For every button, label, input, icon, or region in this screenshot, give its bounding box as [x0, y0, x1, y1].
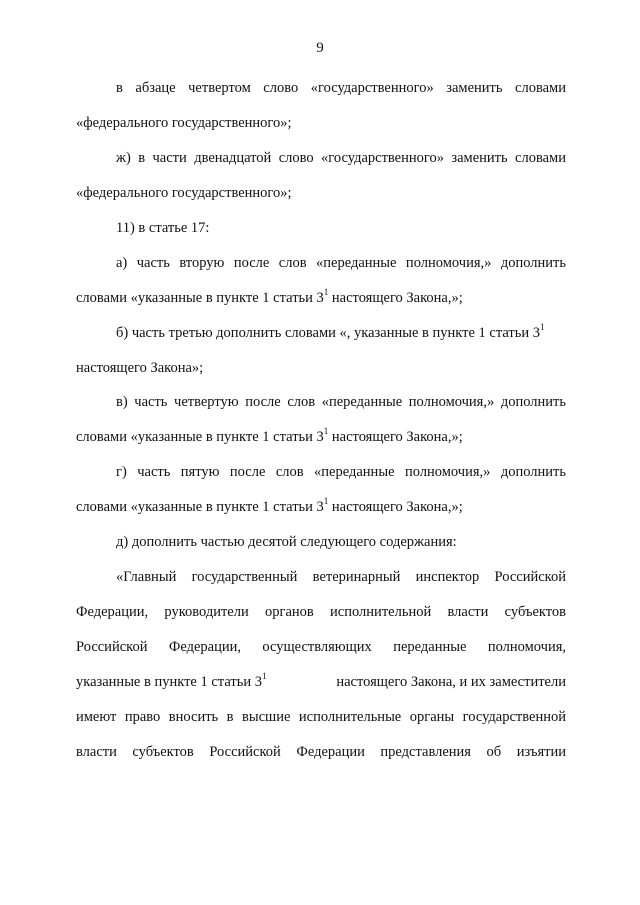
paragraph-line: словами «указанные в пункте 1 статьи $3^1$ настоящего Закона,»; — [76, 287, 463, 306]
paragraph-line: «федерального государственного»; — [76, 115, 292, 131]
paragraph-line: в) часть четвертую после слов «переданные полномочия,» дополнить — [116, 394, 566, 410]
paragraph-line: «Главный государственный ветеринарный инспектор Российской — [116, 569, 566, 585]
superscript: 1 — [261, 671, 267, 682]
paragraph-line: настоящего Закона»; — [76, 360, 204, 376]
paragraph-line: указанные в пункте 1 статьи $3^1$ настоящего Закона, и их заместители — [76, 671, 566, 690]
paragraph-line: словами «указанные в пункте 1 статьи $3^1$ настоящего Закона,»; — [76, 426, 463, 445]
superscript: 1 — [323, 287, 329, 298]
superscript: 1 — [323, 496, 329, 507]
paragraph-line: Федерации, руководители органов исполнительной власти субъектов — [76, 604, 566, 620]
paragraph-line: д) дополнить частью десятой следующего содержания: — [116, 534, 457, 550]
paragraph-line: а) часть вторую после слов «переданные полномочия,» дополнить — [116, 255, 566, 271]
superscript: 1 — [539, 322, 545, 333]
paragraph-line: «федерального государственного»; — [76, 185, 292, 201]
paragraph-line: б) часть третью дополнить словами «, указанные в пункте 1 статьи $3^1$ — [116, 322, 545, 341]
paragraph-line: г) часть пятую после слов «переданные полномочия,» дополнить — [116, 464, 566, 480]
paragraph-line: 11) в статье 17: — [116, 220, 210, 236]
paragraph-line: имеют право вносить в высшие исполнительные органы государственной — [76, 709, 566, 725]
paragraph-line: в абзаце четвертом слово «государственного» заменить словами — [116, 80, 566, 96]
paragraph-line: словами «указанные в пункте 1 статьи $3^1$ настоящего Закона,»; — [76, 496, 463, 515]
paragraph-line: власти субъектов Российской Федерации представления об изъятии — [76, 744, 566, 760]
superscript: 1 — [323, 426, 329, 437]
page-number: 9 — [316, 40, 324, 56]
paragraph-line: Российской Федерации, осуществляющих переданные полномочия, — [76, 639, 566, 655]
paragraph-line: ж) в части двенадцатой слово «государственного» заменить словами — [116, 150, 566, 166]
